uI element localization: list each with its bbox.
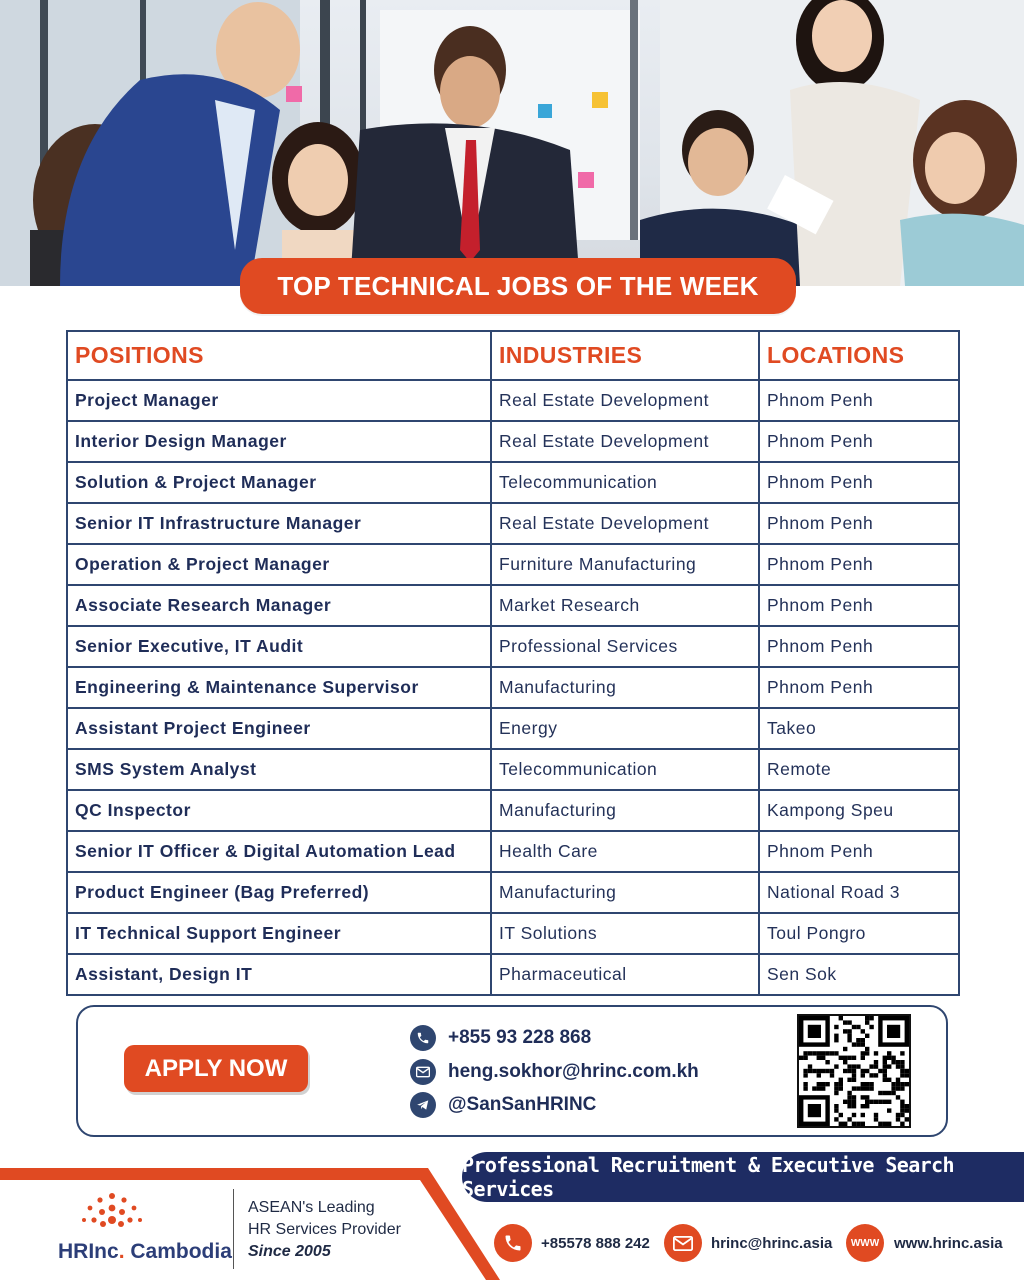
- contact-phone[interactable]: [410, 1024, 591, 1052]
- column-header-industries: INDUSTRIES: [491, 331, 759, 380]
- cell-industry: Pharmaceutical: [491, 954, 759, 995]
- cell-location: Sen Sok: [759, 954, 959, 995]
- cell-position: Project Manager: [67, 380, 491, 421]
- table-row: [67, 626, 959, 667]
- cell-location: Phnom Penh: [759, 462, 959, 503]
- cell-industry: Telecommunication: [491, 462, 759, 503]
- cell-position: Assistant, Design IT: [67, 954, 491, 995]
- cell-location: National Road 3: [759, 872, 959, 913]
- column-header-locations: LOCATIONS: [759, 331, 959, 380]
- cell-location: Phnom Penh: [759, 380, 959, 421]
- cell-industry: Real Estate Development: [491, 503, 759, 544]
- cell-position: Senior IT Officer & Digital Automation Lead: [67, 831, 491, 872]
- footer-website-text: www.hrinc.asia: [894, 1234, 1003, 1252]
- company-description: [248, 1197, 401, 1263]
- cell-position: Product Engineer (Bag Preferred): [67, 872, 491, 913]
- table-row: [67, 872, 959, 913]
- cell-position: Assistant Project Engineer: [67, 708, 491, 749]
- team-meeting-illustration: [0, 0, 1024, 286]
- table-row: [67, 913, 959, 954]
- table-header-row: [67, 331, 959, 380]
- cell-location: Toul Pongro: [759, 913, 959, 954]
- footer-phone-text: +85578 888 242: [541, 1234, 650, 1252]
- page-title-banner: TOP TECHNICAL JOBS OF THE WEEK: [240, 258, 796, 314]
- cell-position: Interior Design Manager: [67, 421, 491, 462]
- contact-email-text: heng.sokhor@hrinc.com.kh: [448, 1061, 699, 1082]
- qr-code-graphic: [799, 1016, 909, 1126]
- cell-position: Operation & Project Manager: [67, 544, 491, 585]
- cell-location: Kampong Speu: [759, 790, 959, 831]
- table-row: [67, 462, 959, 503]
- cell-position: SMS System Analyst: [67, 749, 491, 790]
- cell-location: Phnom Penh: [759, 585, 959, 626]
- table-row: [67, 667, 959, 708]
- hero-photo: [0, 0, 1024, 286]
- footer-tagline: Professional Recruitment & Executive Search Services: [462, 1152, 1024, 1202]
- cell-industry: Health Care: [491, 831, 759, 872]
- footer-email-text: hrinc@hrinc.asia: [711, 1234, 833, 1252]
- table-row: [67, 544, 959, 585]
- cell-location: Takeo: [759, 708, 959, 749]
- cell-location: Phnom Penh: [759, 503, 959, 544]
- table-row: [67, 954, 959, 995]
- contact-telegram[interactable]: [410, 1091, 596, 1119]
- cell-position: Senior IT Infrastructure Manager: [67, 503, 491, 544]
- jobs-table: [66, 330, 960, 996]
- lead-line-1: ASEAN's Leading: [248, 1199, 375, 1216]
- phone-icon: [410, 1025, 436, 1051]
- logo-main-text: HRInc: [58, 1240, 119, 1263]
- cell-position: IT Technical Support Engineer: [67, 913, 491, 954]
- column-header-positions: POSITIONS: [67, 331, 491, 380]
- cell-location: Phnom Penh: [759, 421, 959, 462]
- cell-position: Senior Executive, IT Audit: [67, 626, 491, 667]
- cell-location: Phnom Penh: [759, 831, 959, 872]
- table-row: [67, 708, 959, 749]
- table-row: [67, 585, 959, 626]
- table-row: [67, 503, 959, 544]
- cell-location: Phnom Penh: [759, 544, 959, 585]
- cell-industry: Furniture Manufacturing: [491, 544, 759, 585]
- footer-phone[interactable]: [494, 1224, 650, 1262]
- table-row: [67, 421, 959, 462]
- cell-position: Engineering & Maintenance Supervisor: [67, 667, 491, 708]
- cell-industry: Professional Services: [491, 626, 759, 667]
- cell-industry: Manufacturing: [491, 790, 759, 831]
- footer-divider: [233, 1189, 234, 1269]
- cell-location: Phnom Penh: [759, 626, 959, 667]
- table-row: [67, 749, 959, 790]
- cell-location: Phnom Penh: [759, 667, 959, 708]
- since-year: Since 2005: [248, 1243, 331, 1260]
- globe-icon: [846, 1224, 884, 1262]
- cell-industry: Telecommunication: [491, 749, 759, 790]
- table-row: [67, 831, 959, 872]
- cell-industry: Energy: [491, 708, 759, 749]
- phone-icon: [494, 1224, 532, 1262]
- telegram-icon: [410, 1092, 436, 1118]
- hrinc-logo: [58, 1240, 232, 1264]
- cell-industry: Manufacturing: [491, 667, 759, 708]
- lead-line-2: HR Services Provider: [248, 1221, 401, 1238]
- envelope-icon: [410, 1059, 436, 1085]
- contact-telegram-text: @SanSanHRINC: [448, 1094, 597, 1115]
- cell-position: QC Inspector: [67, 790, 491, 831]
- cell-position: Associate Research Manager: [67, 585, 491, 626]
- logo-dot: .: [118, 1240, 125, 1263]
- logo-region-text: Cambodia: [130, 1240, 232, 1263]
- footer-website[interactable]: [846, 1224, 1003, 1262]
- table-row: [67, 380, 959, 421]
- contact-phone-text: +855 93 228 868: [448, 1027, 592, 1048]
- cell-industry: IT Solutions: [491, 913, 759, 954]
- qr-code[interactable]: [797, 1014, 911, 1128]
- footer-email[interactable]: [664, 1224, 832, 1262]
- envelope-icon: [664, 1224, 702, 1262]
- www-badge: WWW: [850, 1237, 880, 1249]
- table-row: [67, 790, 959, 831]
- cell-industry: Real Estate Development: [491, 380, 759, 421]
- cell-position: Solution & Project Manager: [67, 462, 491, 503]
- apply-now-button[interactable]: APPLY NOW: [124, 1045, 308, 1092]
- cell-location: Remote: [759, 749, 959, 790]
- cell-industry: Real Estate Development: [491, 421, 759, 462]
- cell-industry: Manufacturing: [491, 872, 759, 913]
- contact-email[interactable]: [410, 1058, 699, 1086]
- cell-industry: Market Research: [491, 585, 759, 626]
